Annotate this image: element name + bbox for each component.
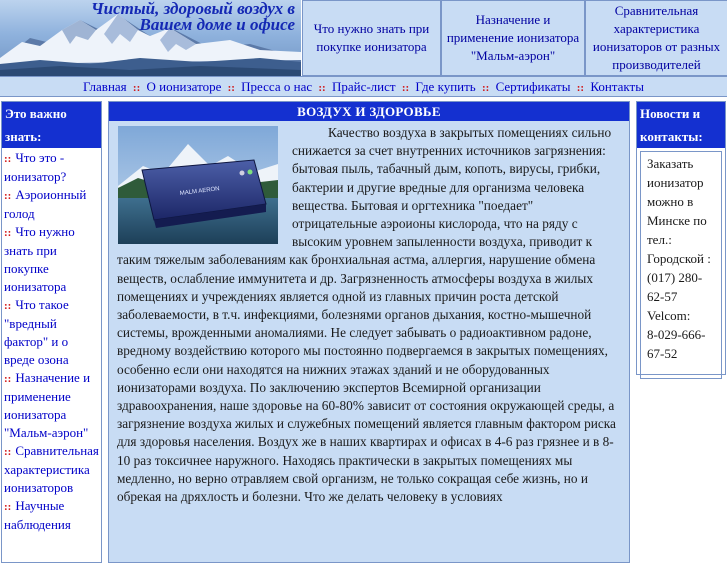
menu-item-about-ionizer[interactable]: О ионизаторе [146,79,222,94]
menu-separator-icon: :: [576,82,585,94]
menu-separator-icon: :: [401,82,410,94]
phone-label-city: Городской : [647,251,711,266]
sidebar-item-buying-guide[interactable] [4,223,99,296]
top-link-ionizer-comparison[interactable]: Сравнительная характеристика ионизаторов от разных производителей [585,0,727,76]
menu-item-contacts[interactable]: Контакты [590,79,644,94]
bullet-icon: :: [4,446,12,458]
bullet-icon: :: [4,373,12,385]
bullet-icon: :: [4,190,12,202]
menu-item-home[interactable]: Главная [83,79,127,94]
sidebar-item-usage[interactable] [4,369,99,442]
article-paragraph: Качество воздуха в закрытых помещениях сильно снижается за счет внутренних источников загрязнения: бытовая пыль, табачный дым, копоть, вирусы, грибки, бактерии и другие вредные для организма человека вещества. Бытовая и оргтехника "поедает" отрицательные аэроионы кислорода, что на ряду с высоким уровнем запыленности воздуха, приводит к таким тяжелым заболеваниям как бронхиальная астма, аллергия, нарушение обмена веществ, ослабление иммунитета и др. Загрязненность атмосферы воздуха в жилых помещениях и учреждениях является одной из главных причин роста детской заболеваемости, в т.ч. инфекциями, болезнями органов дыхания, костно-мышечной системы, врожденными аномалиями. Не следует забывать о радиоактивном радоне, вредному воздействию которого мы постоянно подвергаемся в закрытых помещениях, особенно если они находятся на нижних этажах зданий и не оборудованных ионизаторами воздуха. По заключению экспертов Всемирной организации здравоохранения, наше здоровье на 60-80% зависит от состояния окружающей среды, а загрязнение воздуха жилых и служебных помещений является главным фактором риска для здоровья населения. Воздух же в наших квартирах и офисах в 4-6 раз грязнее и в 8-10 раз токсичнее наружного. Находясь практически в закрытых помещениях мы медленно, но верно отравляем свой организм, не только сокращая себе жизнь, но и обрекая на дряхлость и болезни. Что же делать человеку в условиях [117,125,616,505]
sidebar-item-harmful-factor[interactable] [4,296,99,369]
phone-label-velcom: Velcom: [647,308,691,323]
header [0,0,727,76]
bullet-icon: :: [4,300,12,312]
top-link-malm-aeron-usage[interactable]: Назначение и применение ионизатора "Мальм-аэрон" [441,0,585,76]
phone-velcom-number: 8-029-666-67-52 [647,327,706,361]
sidebar-item-scientific-observations[interactable] [4,497,99,534]
menu-separator-icon: :: [481,82,490,94]
main-content [108,101,630,563]
sidebar-item-label[interactable]: Назначение и применение ионизатора "Мальм-аэрон" [4,370,91,440]
menu-separator-icon: :: [132,82,141,94]
sidebar-item-label[interactable]: Научные наблюдения [4,498,71,532]
device-brand-text: MALM AERON [179,186,220,197]
sidebar-item-label[interactable]: Аэроионный голод [4,187,87,221]
main-menu [0,76,727,97]
site-slogan: Чистый, здоровый воздух в Вашем доме и офисе [90,0,295,34]
phone-city-number: (017) 280-62-57 [647,270,703,304]
sidebar-item-aeroion-hunger[interactable] [4,186,99,223]
bullet-icon: :: [4,153,12,165]
left-sidebar-list [2,148,101,535]
ionizer-photo [118,126,278,244]
article-title: ВОЗДУХ И ЗДОРОВЬЕ [109,102,629,121]
top-link-buying-guide[interactable]: Что нужно знать при покупке ионизатора [302,0,441,76]
bullet-icon: :: [4,227,12,239]
ionizer-device-image [118,126,278,244]
left-sidebar-title: Это важно знать: [2,102,101,148]
contacts-box [640,151,722,379]
right-sidebar [636,101,726,375]
right-sidebar-title: Новости и контакты: [637,102,725,148]
order-intro-text: Заказать ионизатор можно в Минске по тел.: [647,156,707,247]
sidebar-item-label[interactable]: Что такое "вредный фактор" и о вреде озона [4,297,69,367]
menu-item-price-list[interactable]: Прайс-лист [331,79,396,94]
menu-separator-icon: :: [227,82,235,94]
bullet-icon: :: [4,501,12,513]
left-sidebar [1,101,102,563]
menu-item-press[interactable]: Пресса о нас [241,79,313,94]
sidebar-item-comparison[interactable] [4,442,99,497]
sidebar-item-label[interactable]: Что нужно знать при покупке ионизатора [4,224,75,294]
menu-item-certificates[interactable]: Сертификаты [495,79,571,94]
sidebar-item-what-is-ionizer[interactable] [4,149,99,186]
mountain-banner [0,0,301,76]
sidebar-item-label[interactable]: Сравнительная характеристика ионизаторов [4,443,99,495]
menu-item-where-to-buy[interactable]: Где купить [415,79,476,94]
menu-separator-icon: :: [318,82,326,94]
sidebar-item-label[interactable]: Что это - ионизатор? [4,150,67,184]
article-body [109,121,629,506]
